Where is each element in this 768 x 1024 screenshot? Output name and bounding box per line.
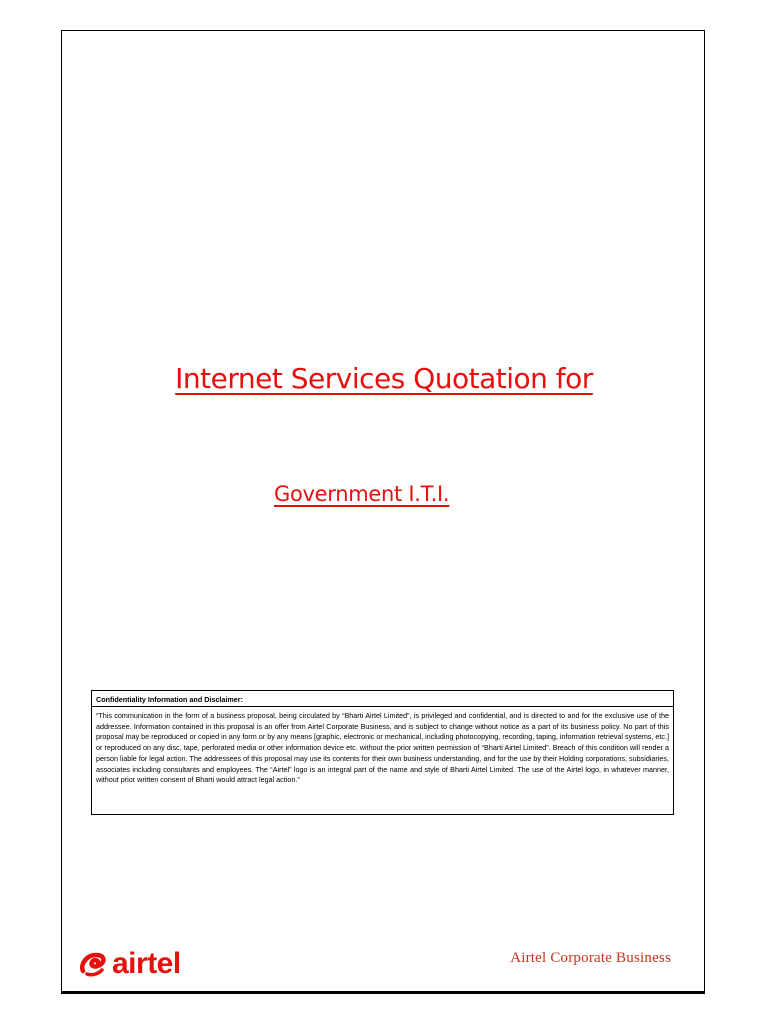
disclaimer-box [91,690,674,815]
airtel-swirl-logo-icon [78,949,108,979]
document-subtitle: Government I.T.I. [274,482,450,506]
airtel-logo [78,946,182,982]
document-title: Internet Services Quotation for [175,362,593,395]
company-name: Airtel Corporate Business [510,950,671,966]
disclaimer-heading: Confidentiality Information and Disclaimer: [92,691,673,707]
disclaimer-text: “This communication in the form of a business proposal, being circulated by “Bharti Airtel Limited”, is privileged and confidential, and is directed to and for the exclusive use of the addressee. Information contained in this proposal is an offer from Airtel Corporate Business, and is subject to change without notice as a part of its business policy. No part of this proposal may be reproduced or copied in any form or by any means [graphic, electronic or mechanical, including photocopying, recording, taping, information retrieval systems, etc.] or reproduced on any disc, tape, perforated media or other information device etc. without the prior written permission of “Bharti Airtel Limited”. Breach of this condition will render a person liable for legal action. The addressees of this proposal may use its contents for their own business understanding, and for the use by their Holding corporations, subsidiaries, associates including consultants and employees. The “Airtel” logo is an integral part of the name and style of Bharti Airtel Limited. The use of the Airtel logo, in whatever manner, without prior written consent of Bharti would attract legal action.” [96,711,669,785]
document-page [61,30,705,994]
logo-wordmark: airtel [112,947,181,980]
